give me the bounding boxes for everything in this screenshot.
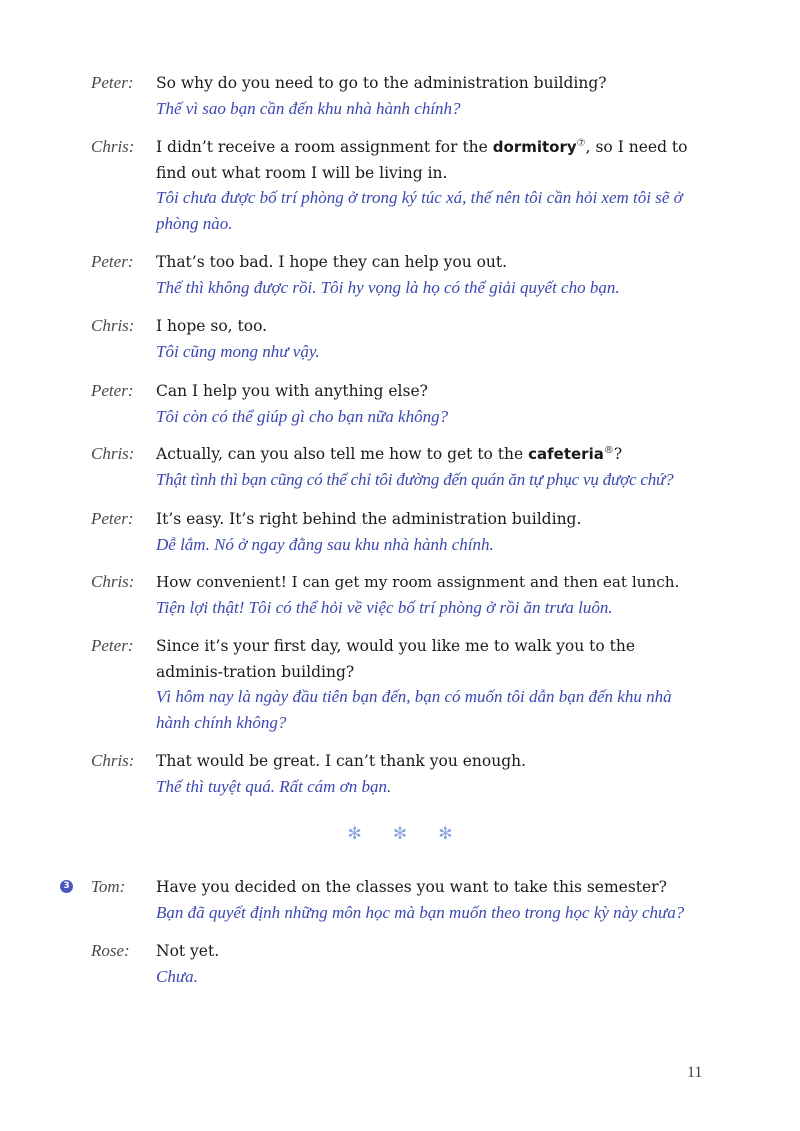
english-text: It’s easy. It’s right behind the administration building.	[156, 510, 582, 528]
note-marker: ®	[603, 444, 614, 456]
vietnamese-translation: Dễ lắm. Nó ở ngay đằng sau khu nhà hành chính.	[156, 535, 494, 554]
english-text	[156, 441, 704, 467]
english-text: How convenient! I can get my room assignment and then eat lunch.	[156, 573, 680, 591]
asterism-icon: ✻	[438, 824, 453, 844]
english-text: Not yet.	[156, 942, 220, 960]
speaker-name: Chris:	[91, 751, 135, 770]
vietnamese-translation: Thế thì tuyệt quá. Rất cám ơn bạn.	[156, 777, 392, 796]
speaker-name: Peter:	[91, 381, 134, 400]
page-number: 11	[687, 1064, 703, 1081]
speaker-name: Chris:	[91, 137, 135, 156]
english-text: Can I help you with anything else?	[156, 382, 428, 400]
vietnamese-translation: Tôi cũng mong như vậy.	[156, 342, 320, 361]
speaker-name: Peter:	[91, 73, 134, 92]
speaker-name: Peter:	[91, 636, 134, 655]
vietnamese-translation: Chưa.	[156, 967, 198, 986]
vietnamese-translation: Bạn đã quyết định những môn học mà bạn muốn theo trong học kỳ này chưa?	[156, 903, 685, 922]
english-text: Have you decided on the classes you want to take this semester?	[156, 878, 667, 896]
english-text: That’s too bad. I hope they can help you out.	[156, 253, 508, 271]
english-text-part: Actually, can you also tell me how to get to the	[156, 445, 529, 463]
english-text: So why do you need to go to the administration building?	[156, 74, 607, 92]
vocabulary-term: cafeteria	[528, 445, 604, 463]
vietnamese-translation: Tôi còn có thể giúp gì cho bạn nữa không?	[156, 407, 449, 426]
speaker-name: Chris:	[91, 572, 135, 591]
english-text: I hope so, too.	[156, 317, 268, 335]
vietnamese-translation: Tiện lợi thật! Tôi có thể hỏi về việc bố trí phòng ở rồi ăn trưa luôn.	[156, 598, 613, 617]
note-marker: ⑦	[576, 137, 586, 149]
section-number-badge: 3	[60, 880, 73, 893]
vietnamese-translation: Vì hôm nay là ngày đầu tiên bạn đến, bạn có muốn tôi dẫn bạn đến khu nhà hành chính không?	[156, 687, 672, 732]
speaker-name: Chris:	[91, 444, 135, 463]
speaker-name: Peter:	[91, 509, 134, 528]
speaker-name: Chris:	[91, 316, 135, 335]
speaker-name: Tom:	[91, 877, 126, 896]
vietnamese-translation: Thế vì sao bạn cần đến khu nhà hành chính?	[156, 99, 461, 118]
asterism-icon: ✻	[347, 824, 362, 844]
english-text-part: , so I need to find out what room I will be living in.	[156, 138, 688, 182]
english-text-part: ?	[613, 445, 623, 463]
section-divider	[0, 824, 800, 844]
english-text-part: I didn’t receive a room assignment for the	[156, 138, 493, 156]
vietnamese-translation: Thật tình thì bạn cũng có thể chỉ tôi đường đến quán ăn tự phục vụ được chứ?	[156, 470, 674, 489]
vocabulary-term: dormitory	[492, 138, 577, 156]
vietnamese-translation: Thế thì không được rồi. Tôi hy vọng là họ có thể giải quyết cho bạn.	[156, 278, 620, 297]
speaker-name: Rose:	[91, 941, 130, 960]
english-text: That would be great. I can’t thank you enough.	[156, 752, 527, 770]
vietnamese-translation: Tôi chưa được bố trí phòng ở trong ký túc xá, thế nên tôi cần hỏi xem tôi sẽ ở phòng nào.	[156, 188, 683, 233]
english-text	[156, 134, 704, 186]
asterism-icon: ✻	[392, 824, 408, 844]
speaker-name: Peter:	[91, 252, 134, 271]
english-text: Since it’s your first day, would you like me to walk you to the adminis-tration building?	[156, 637, 636, 681]
